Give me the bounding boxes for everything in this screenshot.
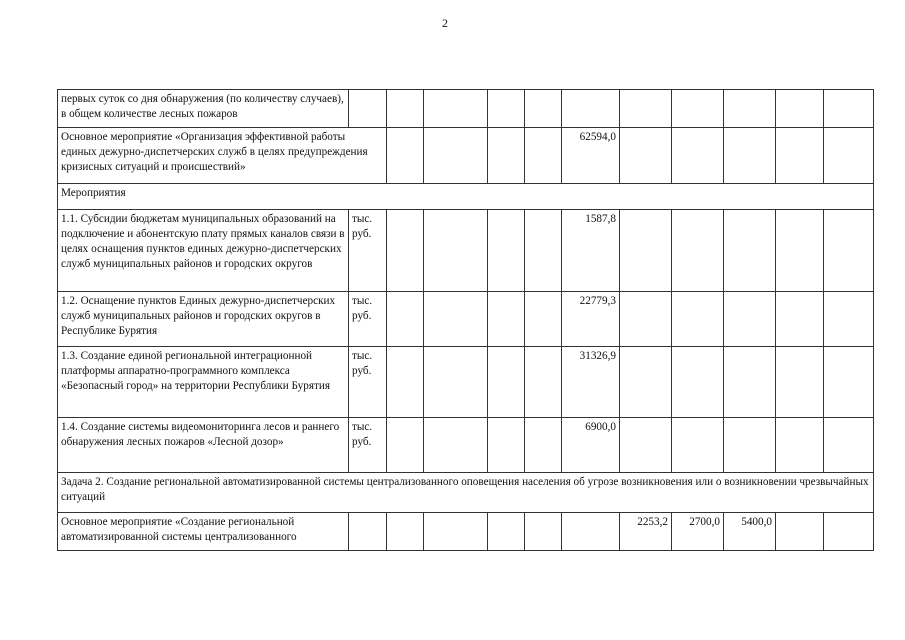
value-cell (724, 347, 776, 418)
value-cell (620, 347, 672, 418)
table-row (58, 210, 874, 292)
row-description: Основное мероприятие «Организация эффективной работы единых дежурно-диспетчерских служб в целях предупреждения кризисных ситуаций и происшествий» (58, 128, 387, 184)
value-cell (724, 90, 776, 128)
value-cell (424, 418, 488, 473)
value-cell: 6900,0 (562, 418, 620, 473)
table-row (58, 90, 874, 128)
value-cell (525, 292, 562, 347)
value-cell (824, 418, 874, 473)
table-row (58, 347, 874, 418)
value-cell (488, 292, 525, 347)
value-cell (488, 90, 525, 128)
value-cell (776, 292, 824, 347)
row-description: первых суток со дня обнаружения (по количеству случаев), в общем количестве лесных пожаров (58, 90, 349, 128)
table-row (58, 128, 874, 184)
value-cell (776, 418, 824, 473)
value-cell (525, 128, 562, 184)
value-cell (488, 513, 525, 551)
value-cell (672, 210, 724, 292)
value-cell (724, 128, 776, 184)
value-cell (672, 347, 724, 418)
unit-cell: тыс. руб. (349, 418, 387, 473)
value-cell (525, 418, 562, 473)
value-cell (387, 418, 424, 473)
value-cell (672, 418, 724, 473)
table-row (58, 513, 874, 551)
value-cell (824, 90, 874, 128)
value-cell (387, 513, 424, 551)
unit-cell (349, 513, 387, 551)
value-cell (776, 128, 824, 184)
value-cell (724, 418, 776, 473)
section-title: Задача 2. Создание региональной автоматизированной системы централизованного оповещения населения об угрозе возникновения или о возникновении чрезвычайных ситуаций (58, 473, 874, 513)
value-cell (724, 210, 776, 292)
value-cell (824, 292, 874, 347)
value-cell (824, 347, 874, 418)
value-cell: 2700,0 (672, 513, 724, 551)
value-cell (776, 347, 824, 418)
table-row (58, 292, 874, 347)
section-title: Мероприятия (58, 184, 874, 210)
value-cell (424, 90, 488, 128)
value-cell (387, 292, 424, 347)
value-cell: 2253,2 (620, 513, 672, 551)
row-description: 1.2. Оснащение пунктов Единых дежурно-диспетчерских служб муниципальных районов и городских округов в Республике Бурятия (58, 292, 349, 347)
program-table (57, 89, 874, 551)
table-row (58, 418, 874, 473)
value-cell (776, 90, 824, 128)
value-cell (387, 90, 424, 128)
value-cell (620, 128, 672, 184)
value-cell (424, 128, 488, 184)
section-row (58, 184, 874, 210)
value-cell (620, 90, 672, 128)
value-cell (488, 347, 525, 418)
value-cell (562, 90, 620, 128)
value-cell: 5400,0 (724, 513, 776, 551)
value-cell (620, 210, 672, 292)
section-row (58, 473, 874, 513)
value-cell (672, 128, 724, 184)
value-cell (562, 513, 620, 551)
value-cell (424, 292, 488, 347)
value-cell (525, 347, 562, 418)
page-number: 2 (442, 16, 448, 30)
unit-cell (349, 90, 387, 128)
value-cell (824, 513, 874, 551)
value-cell: 22779,3 (562, 292, 620, 347)
value-cell (488, 418, 525, 473)
value-cell (525, 210, 562, 292)
value-cell (824, 128, 874, 184)
value-cell: 31326,9 (562, 347, 620, 418)
value-cell (424, 513, 488, 551)
value-cell (424, 210, 488, 292)
value-cell (824, 210, 874, 292)
unit-cell: тыс. руб. (349, 347, 387, 418)
row-description: Основное мероприятие «Создание региональной автоматизированной системы централизованного (58, 513, 349, 551)
unit-cell: тыс. руб. (349, 292, 387, 347)
value-cell (672, 90, 724, 128)
value-cell (387, 347, 424, 418)
value-cell (488, 128, 525, 184)
value-cell (620, 418, 672, 473)
value-cell (724, 292, 776, 347)
value-cell (776, 210, 824, 292)
value-cell (387, 210, 424, 292)
value-cell (488, 210, 525, 292)
value-cell: 62594,0 (562, 128, 620, 184)
value-cell (424, 347, 488, 418)
value-cell (387, 128, 424, 184)
value-cell (525, 90, 562, 128)
value-cell: 1587,8 (562, 210, 620, 292)
row-description: 1.4. Создание системы видеомониторинга лесов и раннего обнаружения лесных пожаров «Лесной дозор» (58, 418, 349, 473)
row-description: 1.3. Создание единой региональной интеграционной платформы аппаратно-программного комплекса «Безопасный город» на территории Республики Бурятия (58, 347, 349, 418)
row-description: 1.1. Субсидии бюджетам муниципальных образований на подключение и абонентскую плату прямых каналов связи в целях оснащения пунктов единых дежурно-диспетчерских служб муниципальных районов и городских округов (58, 210, 349, 292)
unit-cell: тыс. руб. (349, 210, 387, 292)
value-cell (525, 513, 562, 551)
value-cell (620, 292, 672, 347)
value-cell (672, 292, 724, 347)
value-cell (776, 513, 824, 551)
